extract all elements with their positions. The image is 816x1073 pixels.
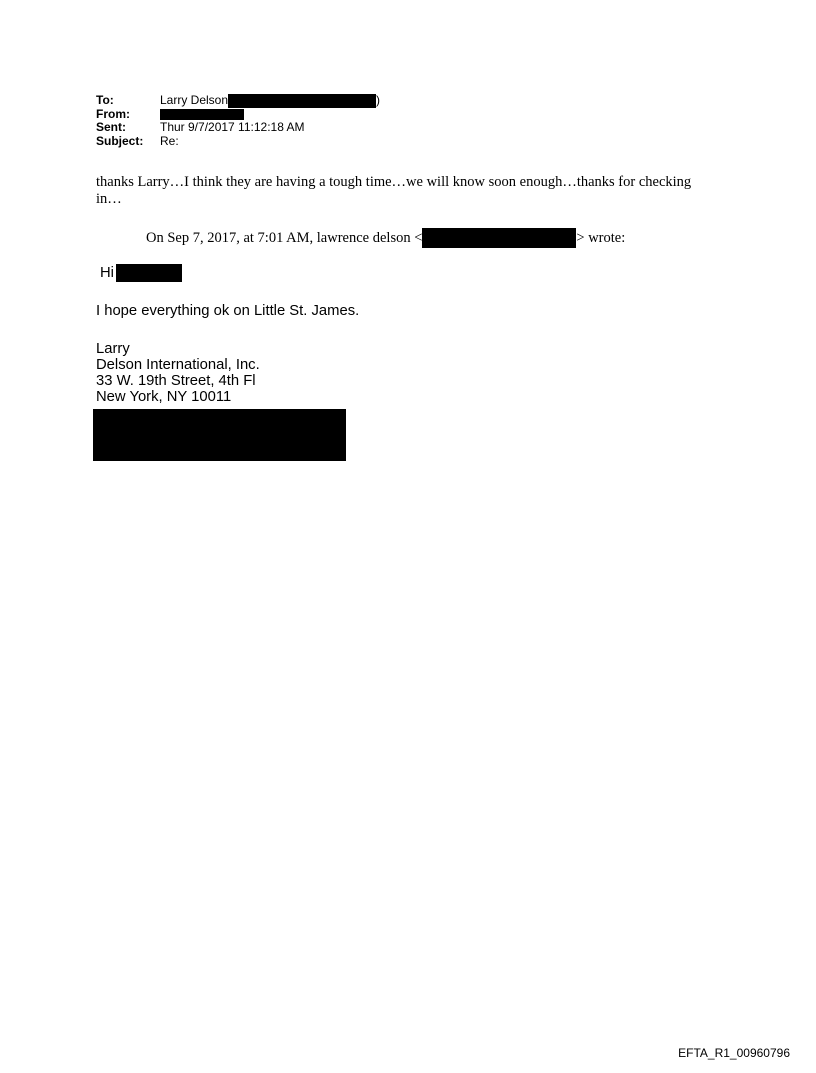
from-label: From: [96, 106, 130, 121]
quoted-greeting [100, 264, 182, 282]
sent-row [96, 121, 380, 135]
to-value: Larry Delson [160, 93, 229, 107]
greeting-text: Hi [100, 265, 114, 281]
email-header [96, 94, 380, 148]
from-row [96, 108, 380, 122]
reply-body: thanks Larry…I think they are having a tough time…we will know soon enough…thanks for checking in… [96, 174, 692, 207]
to-row [96, 94, 380, 108]
signature-block [96, 341, 260, 405]
redaction-bar [422, 228, 576, 248]
redaction-bar [116, 264, 182, 282]
signature-street: 33 W. 19th Street, 4th Fl [96, 373, 256, 389]
subject-label: Subject: [96, 133, 144, 148]
signature-city: New York, NY 10011 [96, 389, 232, 405]
quoted-line: I hope everything ok on Little St. James. [96, 303, 360, 319]
redaction-bar [228, 94, 376, 108]
to-trailer: ) [376, 93, 381, 107]
subject-value: Re: [160, 133, 179, 148]
sent-label: Sent: [96, 120, 126, 134]
signature-company: Delson International, Inc. [96, 357, 260, 373]
redaction-bar [160, 109, 244, 120]
quote-intro [146, 228, 625, 248]
redaction-block [93, 409, 346, 461]
sent-value: Thur 9/7/2017 11:12:18 AM [160, 120, 305, 134]
signature-name: Larry [96, 341, 130, 357]
quote-intro-suffix: > wrote: [576, 230, 626, 246]
document-id: EFTA_R1_00960796 [678, 1046, 790, 1060]
subject-row [96, 135, 380, 149]
quote-intro-prefix: On Sep 7, 2017, at 7:01 AM, lawrence delson < [146, 230, 423, 246]
to-label: To: [96, 93, 114, 107]
